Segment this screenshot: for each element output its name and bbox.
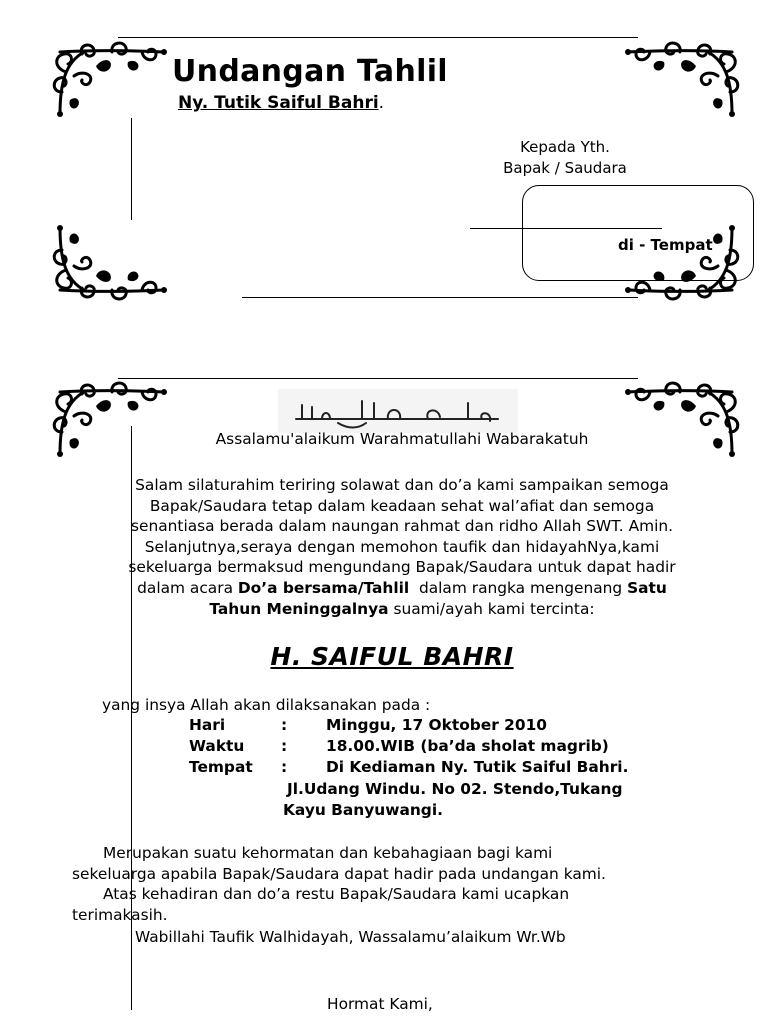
paragraph-line: Bapak/Saudara tetap dalam keadaan sehat wal’afiat dan semoga xyxy=(149,496,655,515)
deceased-name: H. SAIFUL BAHRI xyxy=(270,642,514,671)
greeting: Assalamu'alaikum Warahmatullahi Wabarakatuh xyxy=(215,430,589,448)
detail-colon: : xyxy=(281,716,288,734)
host-name-text: Ny. Tutik Saiful Bahri xyxy=(178,93,379,113)
text-span: dalam acara xyxy=(137,578,238,597)
detail-label: Hari xyxy=(189,716,226,734)
paragraph-line: sekeluarga apabila Bapak/Saudara dapat hadir pada undangan kami. xyxy=(72,864,606,883)
corner-ornament-bottom-left xyxy=(52,214,172,306)
address-box xyxy=(522,185,754,281)
arabic-calligraphy-icon xyxy=(278,389,518,433)
host-name-suffix: . xyxy=(378,93,385,113)
corner-ornament-top-right xyxy=(620,36,740,128)
detail-colon: : xyxy=(281,737,288,755)
closing-paragraph xyxy=(72,843,732,925)
frame-line-second-top xyxy=(118,378,638,379)
host-name xyxy=(178,93,384,113)
recipient-line1: Kepada Yth. xyxy=(520,138,610,156)
paragraph-line: Salam silaturahim teriring solawat dan do’a kami sampaikan semoga xyxy=(135,476,669,494)
detail-value: Di Kediaman Ny. Tutik Saiful Bahri. xyxy=(326,758,629,776)
frame-line-bottom xyxy=(242,297,638,298)
closing-salutation: Wabillahi Taufik Walhidayah, Wassalamu’alaikum Wr.Wb xyxy=(135,928,566,946)
signoff: Hormat Kami, xyxy=(327,995,433,1013)
paragraph-line: Selanjutnya,seraya dengan memohon taufik dan hidayahNya,kami xyxy=(144,537,660,556)
recipient-line2: Bapak / Saudara xyxy=(503,159,627,177)
frame-line-top xyxy=(118,37,638,38)
text-span: suami/ayah kami tercinta: xyxy=(388,599,595,618)
recipient-location: di - Tempat xyxy=(618,236,713,254)
detail-label: Tempat xyxy=(189,758,253,776)
corner-ornament-mid-left xyxy=(52,376,172,468)
detail-label: Waktu xyxy=(189,737,245,755)
paragraph-line: Atas kehadiran dan do’a restu Bapak/Saudara kami ucapkan xyxy=(103,885,570,904)
address-line2: Kayu Banyuwangi. xyxy=(283,801,443,819)
event-intro: yang insya Allah akan dilaksanakan pada : xyxy=(102,696,431,714)
paragraph-line xyxy=(72,578,732,599)
text-span: dalam rangka mengenang xyxy=(409,578,628,597)
paragraph-line: terimakasih. xyxy=(72,905,168,924)
detail-colon: : xyxy=(281,758,288,776)
anniversary-text: Satu xyxy=(627,578,667,597)
address-line1: Jl.Udang Windu. No 02. Stendo,Tukang xyxy=(287,780,623,798)
anniversary-text: Tahun Meninggalnya xyxy=(209,599,389,618)
paragraph-line xyxy=(72,599,732,620)
invitation-paragraph xyxy=(72,475,732,619)
detail-value: 18.00.WIB (ba’da sholat magrib) xyxy=(326,737,609,755)
paragraph-line: sekeluarga bermaksud mengundang Bapak/Saudara untuk dapat hadir xyxy=(128,558,676,577)
detail-value: Minggu, 17 Oktober 2010 xyxy=(326,716,548,734)
margin-line-top xyxy=(131,118,132,220)
recipient-block xyxy=(470,137,660,179)
corner-ornament-mid-right xyxy=(620,376,740,468)
event-name: Do’a bersama/Tahlil xyxy=(237,578,410,597)
paragraph-line: senantiasa berada dalam naungan rahmat dan ridho Allah SWT. Amin. xyxy=(130,517,674,536)
corner-ornament-top-left xyxy=(52,36,172,128)
paragraph-line: Merupakan suatu kehormatan dan kebahagiaan bagi kami xyxy=(103,844,553,862)
page-title: Undangan Tahlil xyxy=(172,54,448,89)
